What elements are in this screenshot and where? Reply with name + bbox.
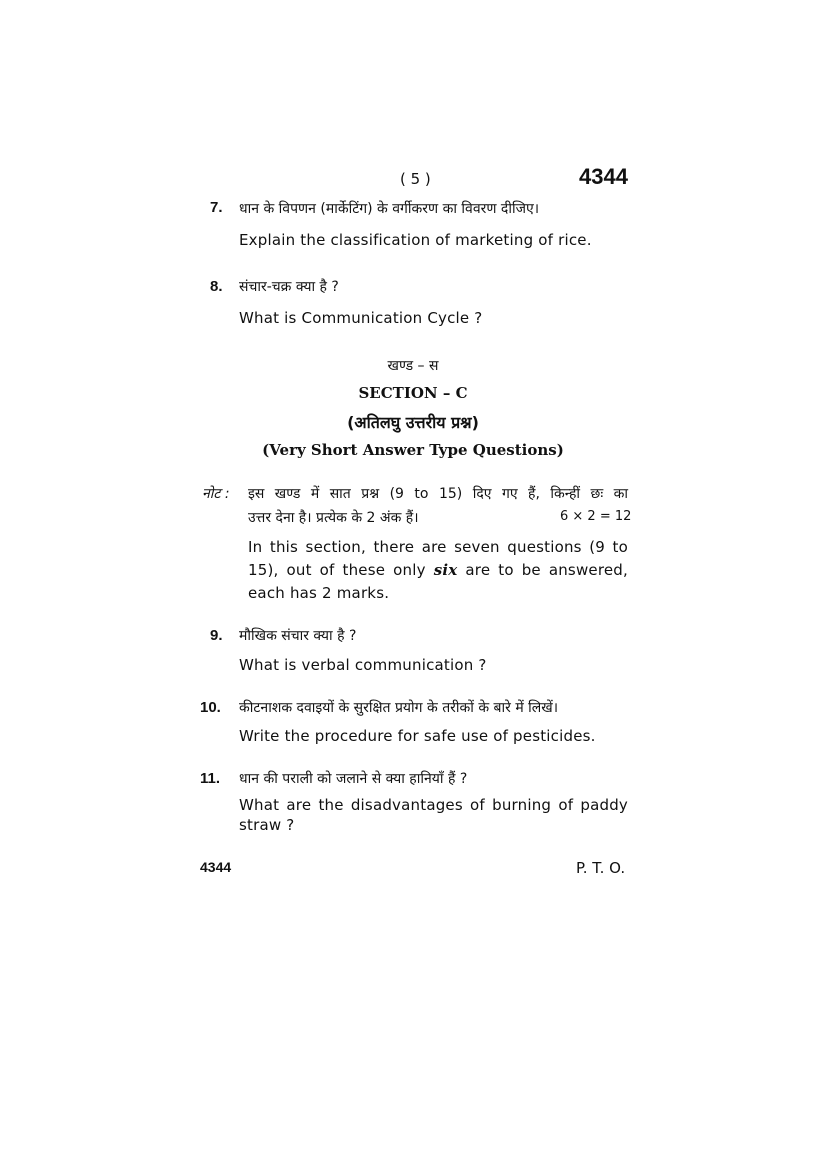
note-english-text: are to be answered, xyxy=(457,561,628,579)
section-subtitle: (Very Short Answer Type Questions) xyxy=(262,441,564,459)
paper-code: 4344 xyxy=(579,164,628,189)
note-label: नोट : xyxy=(202,486,230,502)
note-english-text: 15), out of these only xyxy=(248,561,434,579)
question-english: What is Communication Cycle ? xyxy=(239,309,483,327)
note-english-line: In this section, there are seven questions (9 to xyxy=(248,538,628,556)
footer-paper-code: 4344 xyxy=(200,859,232,875)
question-hindi: धान की पराली को जलाने से क्या हानियाँ हैं ? xyxy=(239,771,468,787)
question-hindi: संचार-चक्र क्या है ? xyxy=(239,279,339,295)
question-english: What is verbal communication ? xyxy=(239,656,487,674)
footer-pto: P. T. O. xyxy=(576,859,626,877)
section-title: SECTION – C xyxy=(358,384,468,402)
question-number: 10. xyxy=(200,699,221,716)
question-number: 7. xyxy=(210,199,223,216)
note-english-line xyxy=(248,561,628,579)
question-number: 11. xyxy=(200,770,221,787)
note-english-line: each has 2 marks. xyxy=(248,584,390,602)
question-number: 9. xyxy=(210,627,223,644)
note-hindi-line: उत्तर देना है। प्रत्येक के 2 अंक हैं। xyxy=(248,510,419,526)
question-number: 8. xyxy=(210,278,223,295)
note-hindi-line: इस खण्ड में सात प्रश्न (9 to 15) दिए गए हैं, किन्हीं छः का xyxy=(248,486,628,502)
note-marks: 6 × 2 = 12 xyxy=(560,509,632,524)
question-english: Write the procedure for safe use of pesticides. xyxy=(239,727,596,745)
note-emphasis: six xyxy=(433,561,458,579)
question-hindi: कीटनाशक दवाइयों के सुरक्षित प्रयोग के तरीकों के बारे में लिखें। xyxy=(239,700,559,716)
question-english: Explain the classification of marketing of rice. xyxy=(239,231,592,249)
section-hindi-subtitle: (अतिलघु उत्तरीय प्रश्न) xyxy=(347,413,479,432)
page-number: ( 5 ) xyxy=(400,170,431,188)
question-hindi: मौखिक संचार क्या है ? xyxy=(239,628,357,644)
question-english: straw ? xyxy=(239,816,295,834)
question-english: What are the disadvantages of burning of paddy xyxy=(239,796,628,814)
section-hindi-title: खण्ड – स xyxy=(387,358,439,374)
question-hindi: धान के विपणन (मार्केटिंग) के वर्गीकरण का विवरण दीजिए। xyxy=(239,201,540,217)
